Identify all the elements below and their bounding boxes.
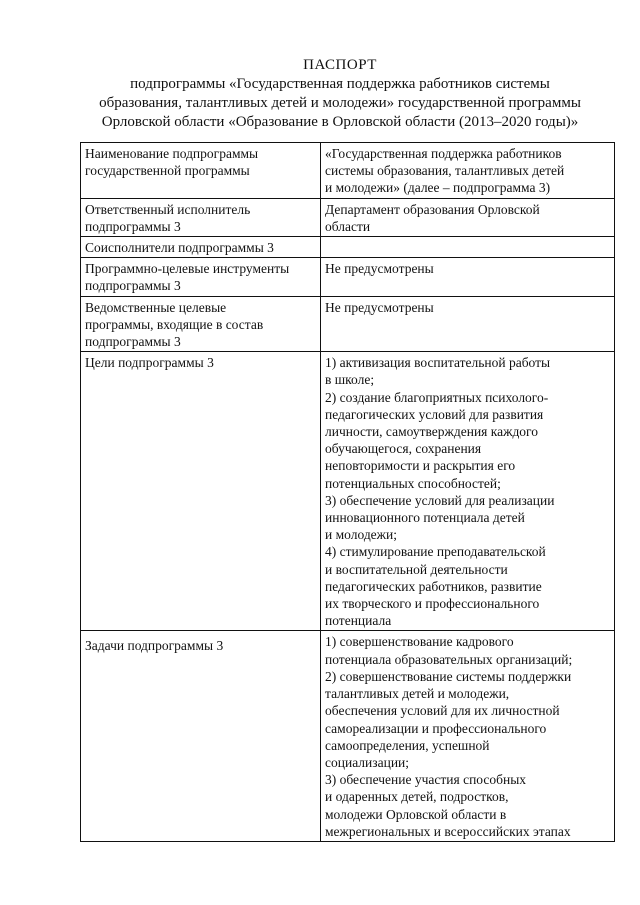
row-value-line: обеспечения условий для их личностной (325, 703, 560, 719)
row-value-line: и молодежи» (далее – подпрограмма 3) (325, 180, 551, 196)
row-value-line: потенциальных способностей; (325, 475, 501, 491)
document-title: ПАСПОРТ (303, 57, 377, 73)
row-label-cell (81, 296, 321, 352)
row-value-line: и воспитательной деятельности (325, 561, 508, 577)
row-value-cell (321, 296, 615, 352)
row-value-line: их творческого и профессионального (325, 596, 540, 612)
row-value-line: самореализации и профессионального (325, 720, 547, 736)
row-value-line: личности, самоутверждения каждого (325, 424, 539, 440)
row-value-line: педагогических работников, развитие (325, 578, 542, 594)
row-value-line: 3) обеспечение условий для реализации (325, 492, 555, 508)
row-value-line: социализации; (325, 754, 410, 770)
row-value-line: в школе; (325, 372, 375, 388)
passport-table (80, 142, 615, 842)
row-label-cell (81, 631, 321, 841)
row-value-cell (321, 631, 615, 841)
row-label-line: Ответственный исполнитель (85, 201, 251, 217)
row-value-line: области (325, 218, 371, 234)
row-label-line: Соисполнители подпрограммы 3 (85, 240, 274, 256)
row-label-cell (81, 143, 321, 199)
subtitle-line: образования, талантливых детей и молодежи» государственной программы (99, 95, 581, 111)
row-value-line: педагогических условий для развития (325, 406, 544, 422)
row-value-line: 3) обеспечение участия способных (325, 772, 527, 788)
row-label-line: Программно-целевые инструменты (85, 261, 290, 277)
subtitle-line: подпрограммы «Государственная поддержка работников системы (130, 76, 550, 92)
table-row (81, 258, 615, 296)
row-value-line: межрегиональных и всероссийских этапах (325, 823, 571, 839)
row-value-line: обучающегося, сохранения (325, 441, 482, 457)
row-value-cell (321, 352, 615, 631)
row-value-line: потенциала (325, 613, 392, 629)
row-value-cell (321, 237, 615, 258)
row-label-cell (81, 198, 321, 236)
table-row (81, 631, 615, 841)
row-value-line: неповторимости и раскрытия его (325, 458, 516, 474)
document-heading (60, 56, 620, 132)
row-value-cell (321, 143, 615, 199)
row-label-line: Наименование подпрограммы (85, 146, 259, 161)
row-value-line: системы образования, талантливых детей (325, 163, 565, 179)
row-label-line: Цели подпрограммы 3 (85, 355, 214, 371)
row-label-cell (81, 258, 321, 296)
row-label-line: программы, входящие в состав (85, 316, 264, 332)
row-label-line: подпрограммы 3 (85, 218, 181, 234)
row-value-line: 1) совершенствование кадрового (325, 634, 514, 650)
row-label-line: подпрограммы 3 (85, 334, 181, 350)
row-value-line: потенциала образовательных организаций; (325, 651, 573, 667)
row-label-cell (81, 237, 321, 258)
subtitle-line: Орловской области «Образование в Орловской области (2013–2020 годы)» (101, 114, 579, 130)
row-value-line: и молодежи; (325, 527, 397, 543)
row-label-line: подпрограммы 3 (85, 278, 181, 294)
row-value-line: 2) совершенствование системы поддержки (325, 668, 572, 684)
row-value-line: Не предусмотрены (325, 299, 434, 315)
row-label-line: Задачи подпрограммы 3 (85, 638, 224, 654)
row-value-line: инновационного потенциала детей (325, 510, 525, 526)
table-row (81, 237, 615, 258)
row-label-line: Ведомственные целевые (85, 299, 227, 315)
row-value-line: 2) создание благоприятных психолого- (325, 389, 549, 405)
table-row (81, 198, 615, 236)
row-label-cell (81, 352, 321, 631)
row-label-line: государственной программы (85, 163, 250, 179)
table-row (81, 352, 615, 631)
row-value-cell (321, 198, 615, 236)
table-row (81, 296, 615, 352)
row-value-line: Не предусмотрены (325, 261, 434, 277)
row-value-line: Департамент образования Орловской (325, 201, 540, 217)
row-value-line: самоопределения, успешной (325, 737, 490, 753)
row-value-line: талантливых детей и молодежи, (325, 686, 510, 702)
row-value-line: «Государственная поддержка работников (325, 146, 562, 161)
row-value-cell (321, 258, 615, 296)
row-value-line: 1) активизация воспитательной работы (325, 355, 551, 371)
row-value-line: 4) стимулирование преподавательской (325, 544, 546, 560)
row-value-line: и одаренных детей, подростков, (325, 789, 509, 805)
row-value-line: молодежи Орловской области в (325, 806, 507, 822)
table-row (81, 143, 615, 199)
